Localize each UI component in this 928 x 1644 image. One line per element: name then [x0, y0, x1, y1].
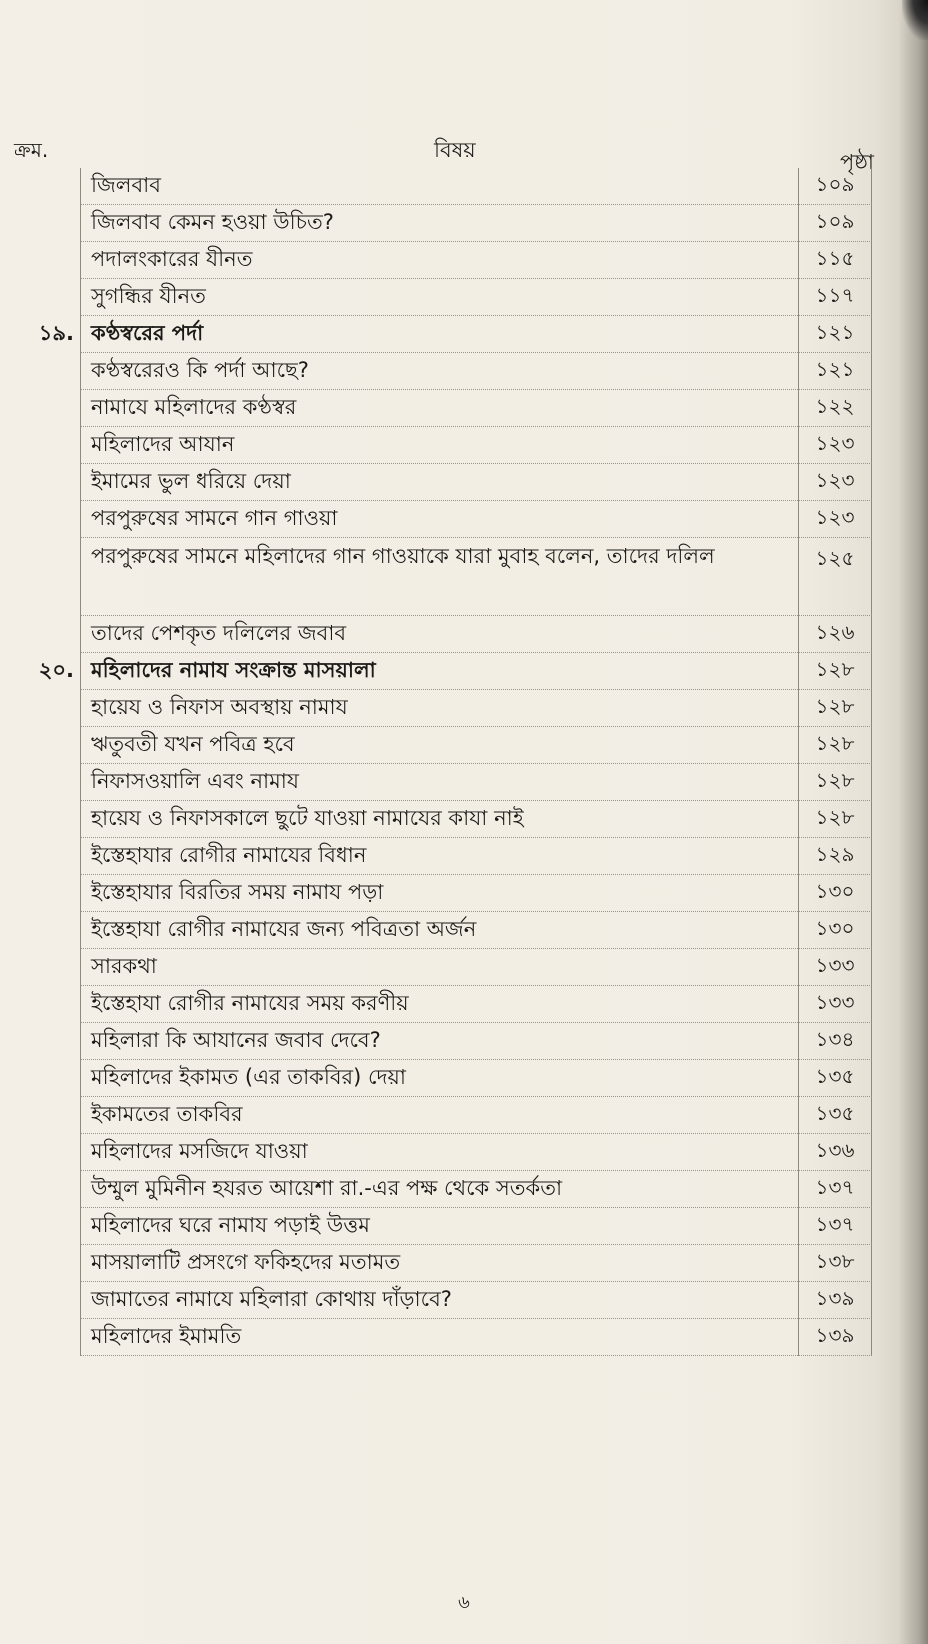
toc-title: হায়েয ও নিফাস অবস্থায় নামায: [80, 690, 798, 727]
toc-row: [18, 801, 880, 838]
toc-title: জিলবাব কেমন হওয়া উচিত?: [80, 205, 798, 242]
toc-page-number: ১৩৯: [798, 1282, 872, 1319]
toc-title: ইকামতের তাকবির: [80, 1097, 798, 1134]
toc-page-number: ১৩০: [798, 875, 872, 912]
toc-page-number: ১৩৩: [798, 986, 872, 1023]
toc-page-number: ১৩৪: [798, 1023, 872, 1060]
toc-title: কণ্ঠস্বরেরও কি পর্দা আছে?: [80, 353, 798, 390]
toc-page-number: ১২৩: [798, 427, 872, 464]
toc-title: জিলবাব: [80, 168, 798, 205]
toc-row: [18, 538, 880, 616]
toc-page-number: ১৩৭: [798, 1208, 872, 1245]
toc-page-number: ১০৯: [798, 205, 872, 242]
toc-title: পরপুরুষের সামনে মহিলাদের গান গাওয়াকে যারা মুবাহ বলেন, তাদের দলিল: [80, 538, 798, 616]
toc-row: [18, 838, 880, 875]
toc-title: সারকথা: [80, 949, 798, 986]
toc-header: [14, 130, 875, 174]
table-of-contents: [18, 168, 880, 1356]
toc-row: [18, 168, 880, 205]
toc-page-number: ১১৫: [798, 242, 872, 279]
toc-row: [18, 1060, 880, 1097]
toc-row: [18, 1208, 880, 1245]
toc-title: হায়েয ও নিফাসকালে ছুটে যাওয়া নামাযের কাযা নাই: [80, 801, 798, 838]
toc-title: মহিলাদের ঘরে নামায পড়াই উত্তম: [80, 1208, 798, 1245]
toc-row: [18, 427, 880, 464]
toc-page-number: ১১৭: [798, 279, 872, 316]
toc-row: [18, 501, 880, 538]
toc-row: [18, 279, 880, 316]
toc-serial: ১৯.: [38, 321, 74, 345]
toc-title: কণ্ঠস্বরের পর্দা: [80, 316, 798, 353]
toc-page-number: ১২৮: [798, 727, 872, 764]
toc-row: [18, 1319, 880, 1356]
toc-page-number: ১৩৭: [798, 1171, 872, 1208]
toc-title: উম্মুল মুমিনীন হযরত আয়েশা রা.-এর পক্ষ থেকে সতর্কতা: [80, 1171, 798, 1208]
toc-page-number: ১২৮: [798, 690, 872, 727]
toc-title: মহিলাদের আযান: [80, 427, 798, 464]
toc-row: [18, 912, 880, 949]
toc-page-number: ১২৫: [798, 538, 872, 616]
page-column-header: পৃষ্ঠা: [840, 150, 875, 174]
page-number: ৬: [458, 1592, 470, 1613]
toc-title: ঋতুবতী যখন পবিত্র হবে: [80, 727, 798, 764]
toc-title: মহিলাদের ইকামত (এর তাকবির) দেয়া: [80, 1060, 798, 1097]
toc-row: [18, 205, 880, 242]
toc-page-number: ১৩৩: [798, 949, 872, 986]
toc-row: [18, 727, 880, 764]
toc-page-number: ১৩৬: [798, 1134, 872, 1171]
toc-title: নিফাসওয়ালি এবং নামায: [80, 764, 798, 801]
toc-row: [18, 1282, 880, 1319]
toc-row: [18, 764, 880, 801]
toc-title: মহিলাদের মসজিদে যাওয়া: [80, 1134, 798, 1171]
toc-row: [18, 316, 880, 353]
toc-title: জামাতের নামাযে মহিলারা কোথায় দাঁড়াবে?: [80, 1282, 798, 1319]
toc-title: ইস্তেহাযা রোগীর নামাযের সময় করণীয়: [80, 986, 798, 1023]
toc-row: [18, 1245, 880, 1282]
toc-title: তাদের পেশকৃত দলিলের জবাব: [80, 616, 798, 653]
toc-page-number: ১২১: [798, 353, 872, 390]
toc-row: [18, 949, 880, 986]
toc-page-number: ১২৮: [798, 764, 872, 801]
toc-row: [18, 242, 880, 279]
toc-row: [18, 616, 880, 653]
toc-row: [18, 1171, 880, 1208]
toc-page-number: ১৩৫: [798, 1060, 872, 1097]
toc-row: [18, 653, 880, 690]
toc-page-number: ১০৯: [798, 168, 872, 205]
toc-title: ইস্তেহাযার বিরতির সময় নামায পড়া: [80, 875, 798, 912]
toc-title: ইস্তেহাযার রোগীর নামাযের বিধান: [80, 838, 798, 875]
toc-page-number: ১২৩: [798, 501, 872, 538]
toc-row: [18, 1134, 880, 1171]
toc-title: মহিলাদের নামায সংক্রান্ত মাসয়ালা: [80, 653, 798, 690]
toc-page-number: ১২৮: [798, 653, 872, 690]
toc-page-number: ১২৮: [798, 801, 872, 838]
page-edge-shadow: [898, 0, 928, 1644]
toc-row: [18, 353, 880, 390]
toc-row: [18, 1097, 880, 1134]
toc-page-number: ১৩৯: [798, 1319, 872, 1356]
toc-row: [18, 875, 880, 912]
toc-row: [18, 690, 880, 727]
toc-title: পদালংকারের যীনত: [80, 242, 798, 279]
toc-page-number: ১২৬: [798, 616, 872, 653]
toc-page-number: ১৩০: [798, 912, 872, 949]
toc-title: মহিলাদের ইমামতি: [80, 1319, 798, 1356]
toc-serial: ২০.: [38, 658, 74, 682]
topic-column-header: বিষয়: [434, 138, 476, 162]
toc-row: [18, 1023, 880, 1060]
toc-page-number: ১৩৮: [798, 1245, 872, 1282]
toc-title: ইমামের ভুল ধরিয়ে দেয়া: [80, 464, 798, 501]
toc-title: নামাযে মহিলাদের কণ্ঠস্বর: [80, 390, 798, 427]
toc-title: পরপুরুষের সামনে গান গাওয়া: [80, 501, 798, 538]
toc-row: [18, 986, 880, 1023]
toc-page-number: ১২১: [798, 316, 872, 353]
toc-title: মহিলারা কি আযানের জবাব দেবে?: [80, 1023, 798, 1060]
toc-row: [18, 464, 880, 501]
toc-page-number: ১২৯: [798, 838, 872, 875]
page-corner-shadow: [902, 0, 928, 40]
toc-page-number: ১২২: [798, 390, 872, 427]
toc-title: সুগন্ধির যীনত: [80, 279, 798, 316]
toc-row: [18, 390, 880, 427]
serial-column-header: ক্রম.: [14, 138, 49, 162]
toc-page-number: ১৩৫: [798, 1097, 872, 1134]
toc-title: ইস্তেহাযা রোগীর নামাযের জন্য পবিত্রতা অর্জন: [80, 912, 798, 949]
toc-title: মাসয়ালাটি প্রসংগে ফকিহদের মতামত: [80, 1245, 798, 1282]
toc-page-number: ১২৩: [798, 464, 872, 501]
